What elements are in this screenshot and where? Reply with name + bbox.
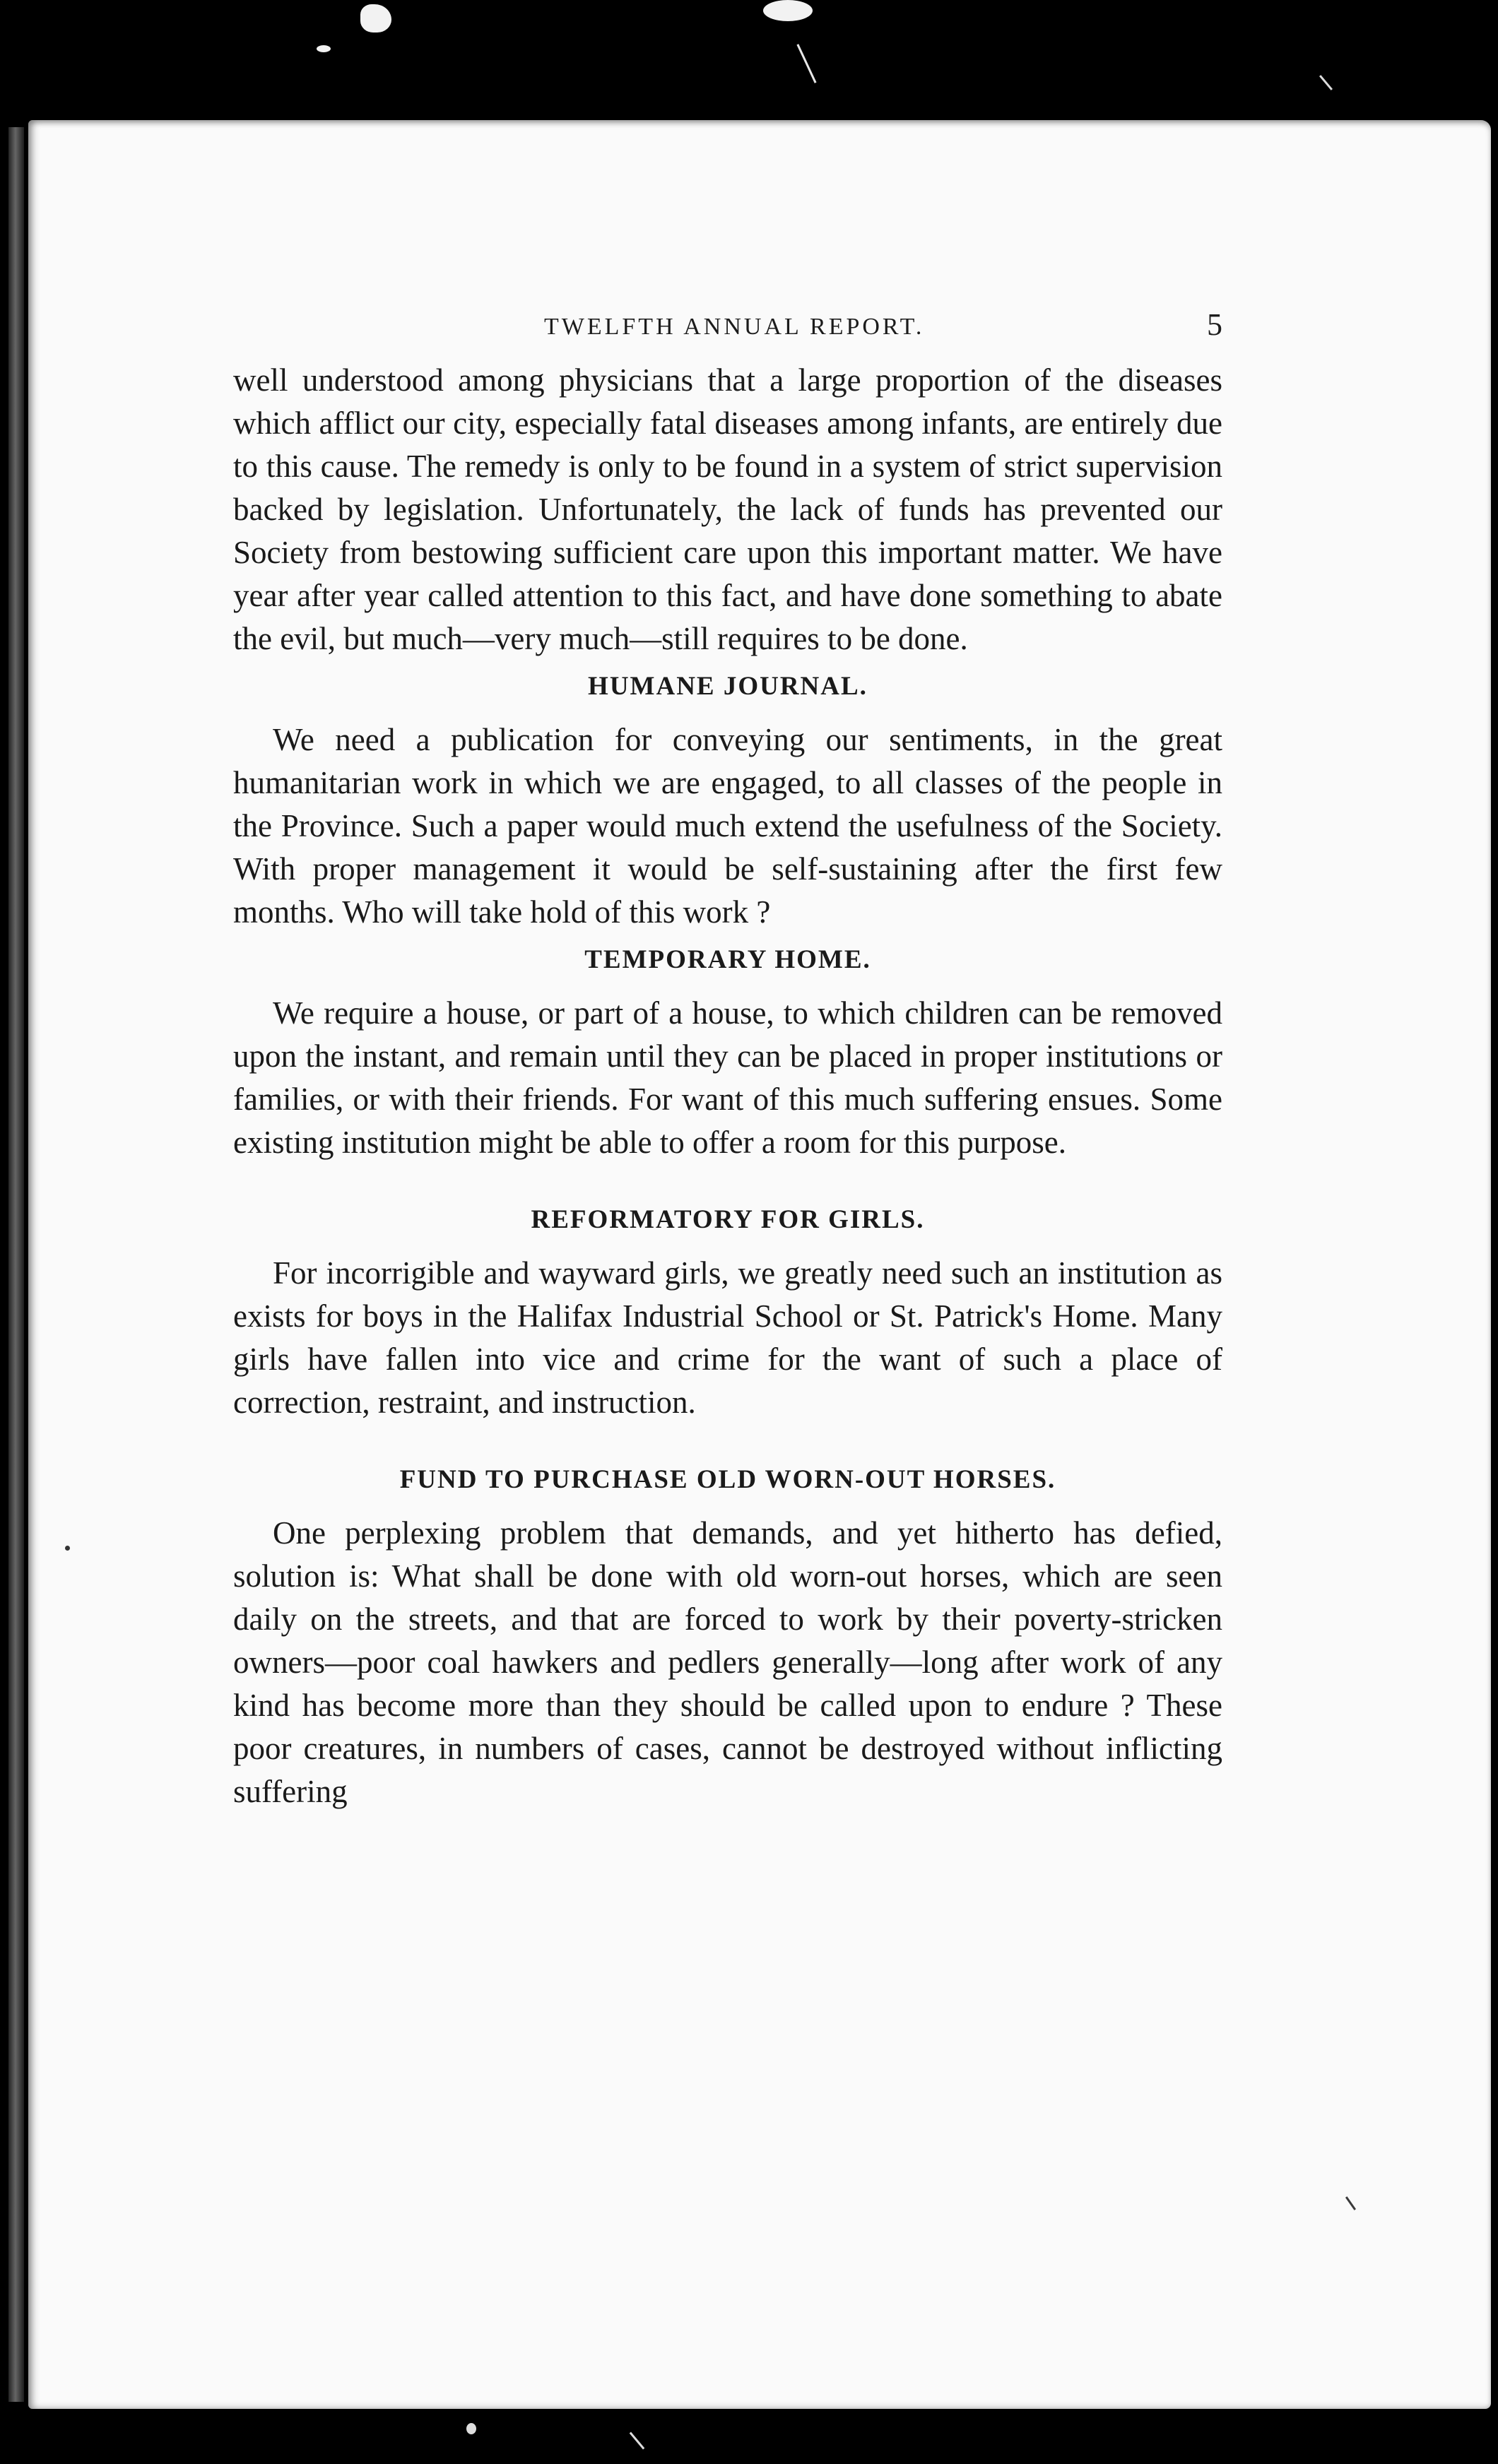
paragraph-horses-fund: One perplexing problem that demands, and yet hitherto has defied, solution is: What shall be done with old worn-out horses, which are seen daily on the streets, and that are forced to work by their poverty-stricken owners—poor coal hawkers and pedlers generally—long after work of any kind has become more than they should be called upon to endure ? These poor creatures, in numbers of cases, cannot be destroyed without inflicting suffering xyxy=(233,1515,1222,1809)
paragraph-continued: well understood among physicians that a large proportion of the diseases which afflict our city, especially fatal diseases among infants, are entirely due to this cause. The remedy is only to be found in a system of strict supervision backed by legislation. Unfortunately, the lack of funds has prevented our Society from bestowing sufficient care upon this important matter. We have year after year called attention to this fact, and have done something to abate the evil, but much—very much—still requires to be done. xyxy=(233,362,1222,656)
page-number: 5 xyxy=(1207,307,1222,342)
running-title: TWELFTH ANNUAL REPORT. xyxy=(544,314,925,340)
running-header xyxy=(233,307,1222,346)
section-heading-temporary-home: TEMPORARY HOME. xyxy=(584,945,871,974)
scan-mark xyxy=(466,2423,476,2434)
scan-mark xyxy=(630,2432,645,2450)
scan-mark xyxy=(1319,75,1333,90)
scan-speck xyxy=(317,45,331,52)
paragraph-temporary-home: We require a house, or part of a house, to which children can be removed upon the instant, and remain until they can be placed in proper institutions or families, or with their friends. For want of this much suffering ensues. Some existing institution might be able to offer a room for this purpose. xyxy=(233,995,1222,1160)
scanned-binding-edge xyxy=(8,127,24,2402)
scan-speck xyxy=(763,0,813,21)
scan-dot xyxy=(65,1546,70,1551)
page-body xyxy=(233,359,1222,1813)
section-heading-reformatory: REFORMATORY FOR GIRLS. xyxy=(531,1205,925,1234)
section-heading-horses-fund: FUND TO PURCHASE OLD WORN-OUT HORSES. xyxy=(399,1465,1056,1494)
scan-mark xyxy=(796,44,816,83)
section-heading-humane-journal: HUMANE JOURNAL. xyxy=(588,672,868,701)
paragraph-reformatory: For incorrigible and wayward girls, we greatly need such an institution as exists for boys in the Halifax Industrial School or St. Patrick's Home. Many girls have fallen into vice and crime for the want of such a place of correction, restraint, and instruction. xyxy=(233,1255,1222,1420)
paragraph-humane-journal: We need a publication for conveying our sentiments, in the great humanitarian work in which we are engaged, to all classes of the people in the Province. Such a paper would much extend the usefulness of the Society. With proper management it would be self-sustaining after the first few months. Who will take hold of this work ? xyxy=(233,722,1222,930)
scan-speck xyxy=(360,4,391,32)
